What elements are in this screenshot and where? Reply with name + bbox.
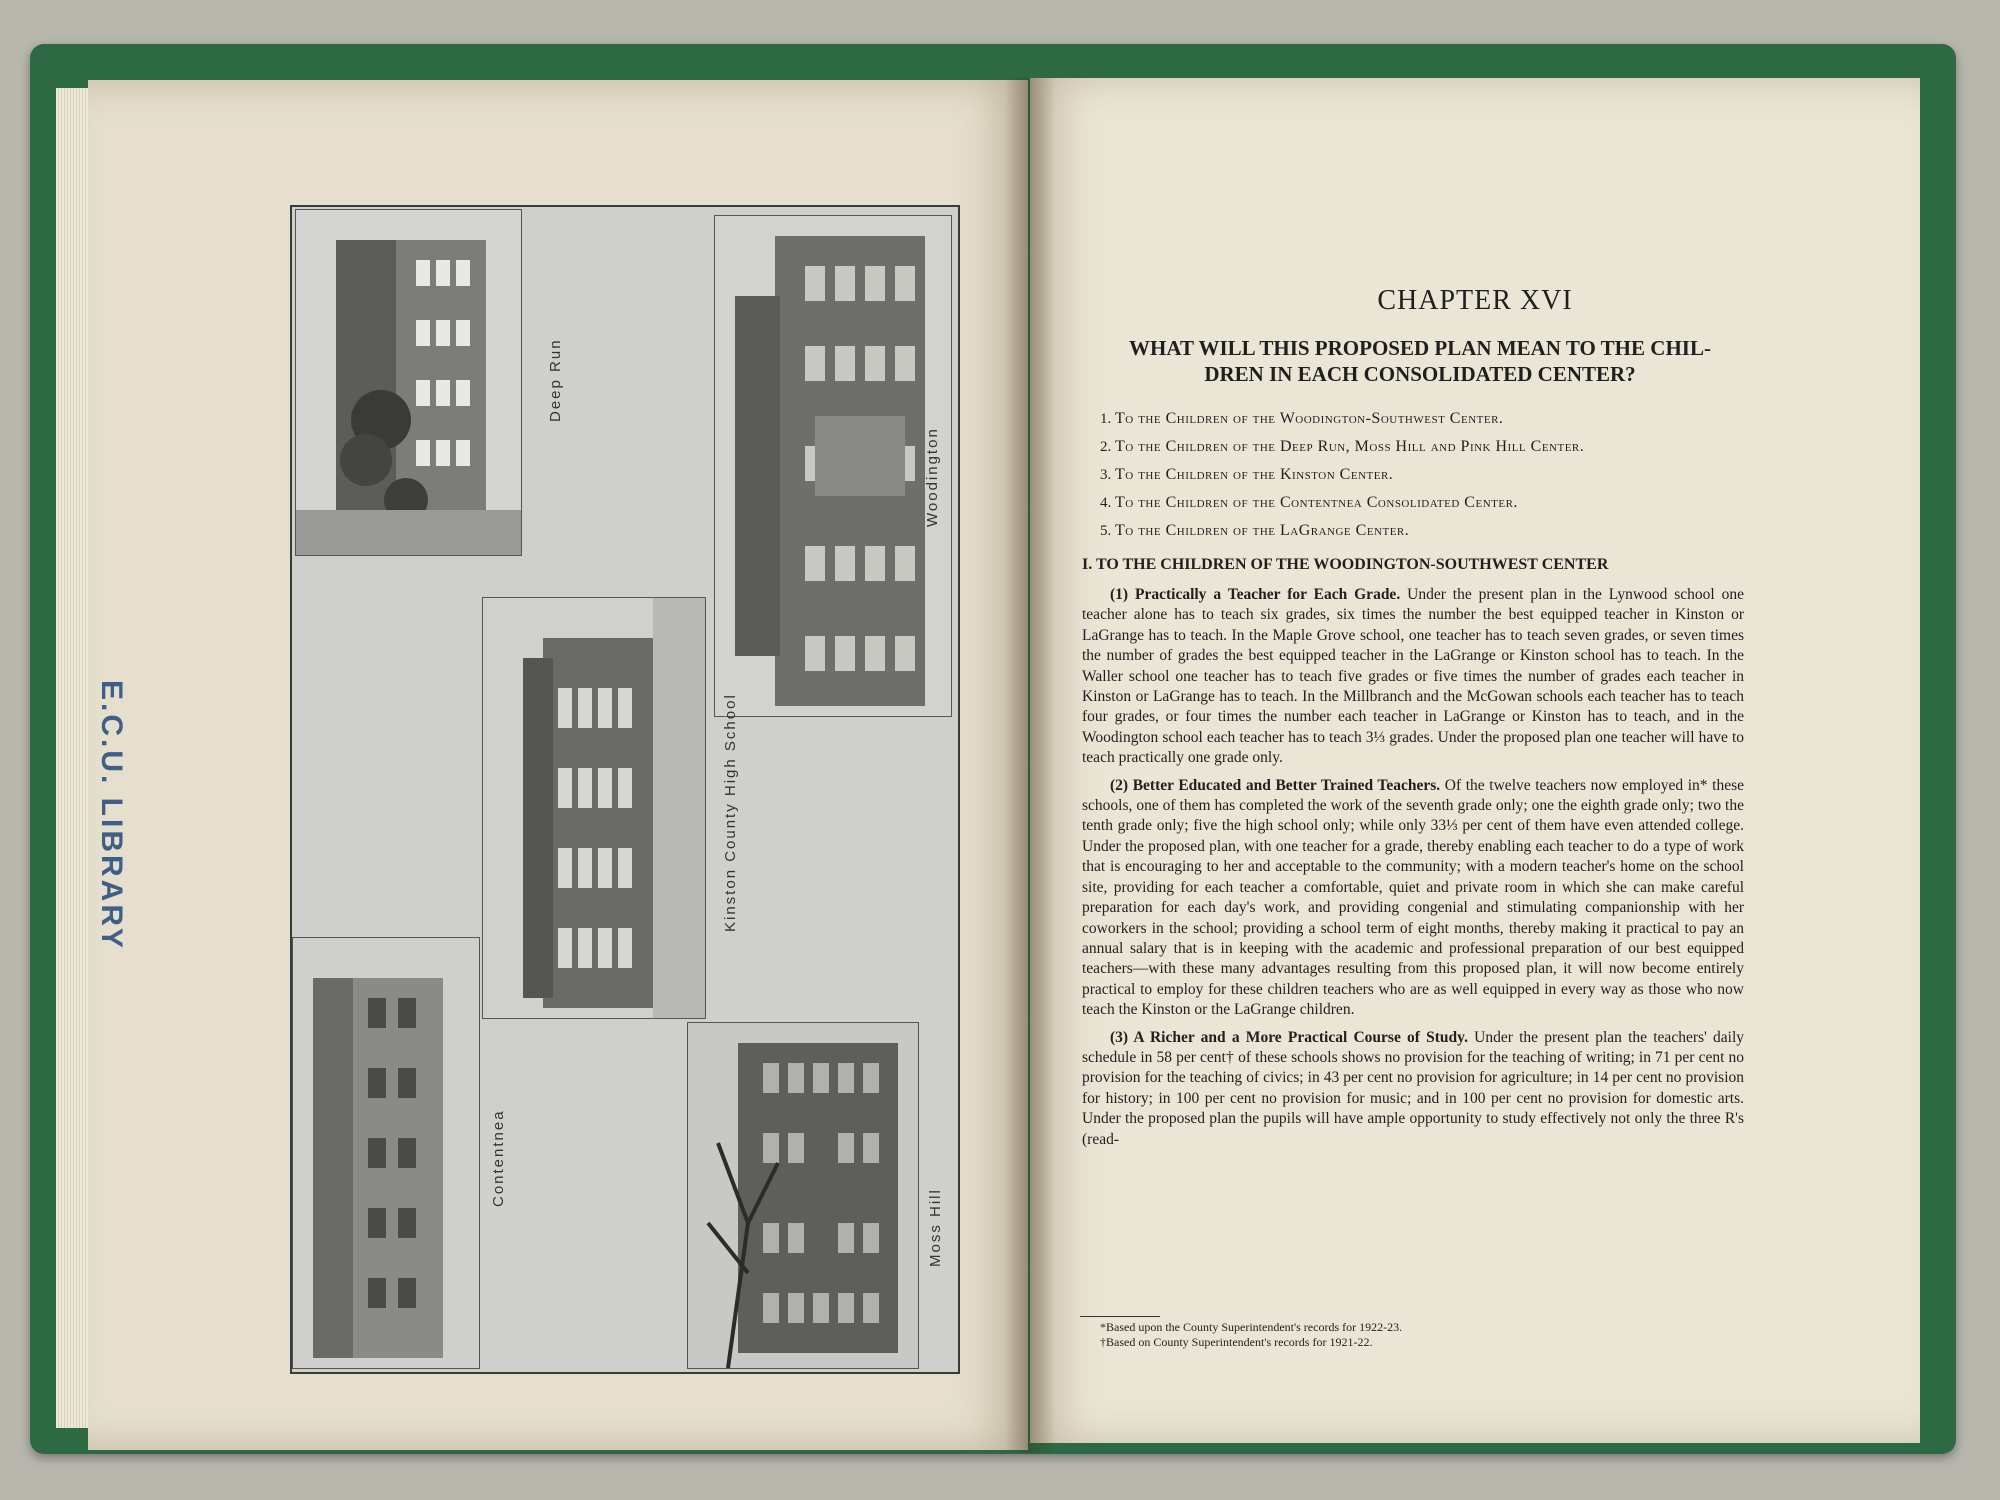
label-moss-hill: Moss Hill bbox=[927, 1188, 944, 1267]
outline-item: 1. To the Children of the Woodington-Southwest Center. bbox=[1100, 410, 1504, 427]
section-heading: I. TO THE CHILDREN OF THE WOODINGTON-SOUTHWEST CENTER bbox=[1082, 556, 1609, 573]
label-kinston-county-high-school: Kinston County High School bbox=[722, 693, 739, 932]
photo-plate bbox=[290, 205, 960, 1374]
page-edges bbox=[56, 88, 92, 1428]
woodington-photo-image bbox=[715, 216, 951, 716]
chapter-title bbox=[1085, 335, 1755, 387]
kinston-photo-image bbox=[483, 598, 705, 1018]
chapter-title-line-1: WHAT WILL THIS PROPOSED PLAN MEAN TO THE CHIL- bbox=[1129, 336, 1711, 360]
paragraph-1: (1) Practically a Teacher for Each Grade. Under the present plan in the Lynwood school one teacher alone has to teach six grades, six times the number the best equipped teacher in Kinston or LaGrange has to teach. In the Maple Grove school, one teacher has to teach seven grades, or seven times the number of grades the best equipped teacher in the LaGrange or Kinston school has to teach. In the Waller school one teacher has to teach five grades or five times the number of grades each teacher in Kinston or LaGrange has to teach. In the Millbranch and the McGowan schools each teacher has to teach four grades, or four times the number each teacher in LaGrange or Kinston has to teach, and in the Woodington school each teacher has to teach 3⅓ grades. Under the proposed plan one teacher will have to teach practically one grade only. bbox=[1082, 586, 1745, 767]
moss-hill-photo-image bbox=[688, 1023, 918, 1368]
outline-item: 5. To the Children of the LaGrange Center. bbox=[1100, 522, 1410, 539]
footnote-2: †Based on County Superintendent's records for 1921-22. bbox=[1100, 1335, 1373, 1349]
paragraph-3: (3) A Richer and a More Practical Course of Study. Under the present plan the teachers' daily schedule in 58 per cent† of these schools shows no provision for the teaching of writing; in 71 per cent no provision for the teaching of civics; in 43 per cent no provision for agriculture; in 14 per cent no provision for history; in 100 per cent no provision for music; and in 100 per cent no provision for domestic arts. Under the proposed plan the pupils will have ample opportunity to study effectively not only the three R's (read- bbox=[1082, 1028, 1745, 1148]
body-text bbox=[1082, 585, 1744, 1157]
footnote-1: *Based upon the County Superintendent's records for 1922-23. bbox=[1100, 1320, 1403, 1334]
paragraph-2: (2) Better Educated and Better Trained Teachers. Of the twelve teachers now employed in* these schools, one of them has completed the work of the seventh grade only; one the eighth grade only; two the tenth grade only; five the high school only; while only 33⅓ per cent of them have even attended college. Under the proposed plan, with one teacher for a grade, thereby enabling each teacher to do a type of work that is encouraging to her and acceptable to the community; with a modern teacher's home on the school site, providing for each teacher a comfortable, quiet and private room in which she can make careful preparation for each day's work, and providing congenial and stimulating companionship with her coworkers in the school; providing a school term of eight months, thereby making it practical to pay an annual salary that is in keeping with the academic and professional preparation of our best equipped teachers—with these many advantages resulting from this proposed plan, it will now become entirely practical to employ for these children teachers who are as well equipped in every way as those who now teach the Kinston or the LaGrange children. bbox=[1082, 776, 1744, 1019]
label-contentnea: Contentnea bbox=[490, 1109, 507, 1207]
footnote-rule bbox=[1080, 1316, 1160, 1317]
deep-run-photo-image bbox=[296, 210, 521, 555]
photo-deep-run bbox=[295, 209, 522, 556]
chapter-outline bbox=[1100, 405, 1800, 545]
photo-kinston-county-high-school bbox=[482, 597, 706, 1019]
label-deep-run: Deep Run bbox=[547, 338, 564, 422]
label-woodington: Woodington bbox=[924, 427, 941, 527]
library-stamp: E.C.U. LIBRARY bbox=[95, 680, 128, 951]
outline-item: 4. To the Children of the Contentnea Consolidated Center. bbox=[1100, 494, 1518, 511]
photo-woodington bbox=[714, 215, 952, 717]
photo-moss-hill bbox=[687, 1022, 919, 1369]
outline-item: 2. To the Children of the Deep Run, Moss Hill and Pink Hill Center. bbox=[1100, 438, 1585, 455]
footnotes bbox=[1100, 1320, 1600, 1350]
photo-contentnea bbox=[292, 937, 480, 1369]
chapter-title-line-2: DREN IN EACH CONSOLIDATED CENTER? bbox=[1204, 362, 1636, 386]
outline-item: 3. To the Children of the Kinston Center. bbox=[1100, 466, 1394, 483]
contentnea-photo-image bbox=[293, 938, 479, 1368]
chapter-heading: CHAPTER XVI bbox=[1377, 285, 1573, 316]
